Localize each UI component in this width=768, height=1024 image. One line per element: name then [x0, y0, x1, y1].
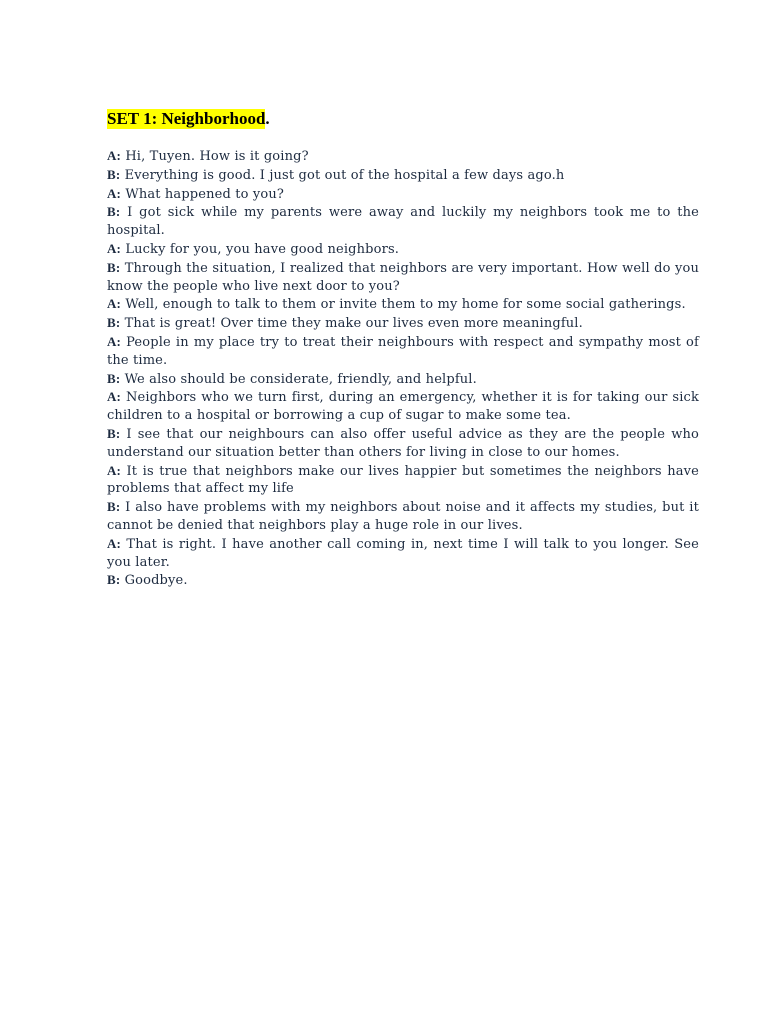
dialogue	[107, 147, 699, 590]
speaker-label: B:	[107, 204, 121, 220]
speaker-label: B:	[107, 572, 121, 588]
dialogue-text: It is true that neighbors make our lives happier but sometimes the neighbors have problems that affect my life	[107, 463, 699, 497]
dialogue-text: Everything is good. I just got out of the hospital a few days ago.h	[120, 167, 565, 183]
dialogue-text: Lucky for you, you have good neighbors.	[121, 241, 400, 257]
speaker-label: A:	[107, 240, 122, 256]
set-title	[107, 107, 699, 131]
dialogue-line	[107, 259, 699, 296]
dialogue-text: Neighbors who we turn first, during an emergency, whether it is for taking our sick children to a hospital or borrowing a cup of sugar to make some tea.	[107, 390, 699, 424]
dialogue-line	[107, 462, 699, 499]
dialogue-line	[107, 240, 699, 259]
document-page	[107, 107, 699, 590]
speaker-label: B:	[107, 425, 121, 441]
dialogue-text: Through the situation, I realized that neighbors are very important. How well do you know the people who live next door to you?	[107, 260, 699, 294]
dialogue-line	[107, 370, 699, 389]
dialogue-text: I see that our neighbours can also offer useful advice as they are the people who understand our situation better than others for living in close to our homes.	[107, 426, 699, 460]
dialogue-text: That is right. I have another call coming in, next time I will talk to you longer. See you later.	[107, 536, 699, 570]
dialogue-text: People in my place try to treat their neighbours with respect and sympathy most of the time.	[107, 334, 699, 368]
dialogue-text: Well, enough to talk to them or invite them to my home for some social gatherings.	[121, 297, 686, 313]
dialogue-line	[107, 571, 699, 590]
speaker-label: B:	[107, 499, 121, 515]
dialogue-line	[107, 166, 699, 185]
speaker-label: A:	[107, 148, 122, 163]
speaker-label: A:	[107, 185, 122, 201]
dialogue-line	[107, 498, 699, 535]
speaker-label: A:	[107, 333, 122, 349]
dialogue-text: What happened to you?	[121, 186, 284, 202]
speaker-label: B:	[107, 370, 121, 386]
dialogue-line	[107, 333, 699, 370]
speaker-label: A:	[107, 296, 122, 312]
set-title-highlight: SET 1: Neighborhood	[107, 109, 266, 128]
dialogue-line	[107, 425, 699, 462]
speaker-label: B:	[107, 259, 121, 275]
speaker-label: A:	[107, 462, 122, 478]
speaker-label: B:	[107, 315, 121, 331]
dialogue-text: We also should be considerate, friendly, and helpful.	[120, 371, 477, 387]
dialogue-line	[107, 203, 699, 240]
speaker-label: B:	[107, 166, 121, 182]
set-title-period: .	[265, 109, 270, 128]
dialogue-line	[107, 185, 699, 204]
dialogue-text: I also have problems with my neighbors about noise and it affects my studies, but it cannot be denied that neighbors play a huge role in our lives.	[107, 500, 699, 533]
speaker-label: A:	[107, 535, 122, 551]
dialogue-text: That is great! Over time they make our lives even more meaningful.	[120, 316, 583, 332]
dialogue-line	[107, 388, 699, 425]
dialogue-text: Goodbye.	[120, 573, 188, 589]
speaker-label: A:	[107, 389, 122, 405]
dialogue-line	[107, 147, 699, 166]
dialogue-text: Hi, Tuyen. How is it going?	[121, 149, 309, 164]
dialogue-line	[107, 314, 699, 333]
dialogue-text: I got sick while my parents were away and luckily my neighbors took me to the hospital.	[107, 205, 699, 239]
dialogue-line	[107, 535, 699, 572]
dialogue-line	[107, 295, 699, 314]
